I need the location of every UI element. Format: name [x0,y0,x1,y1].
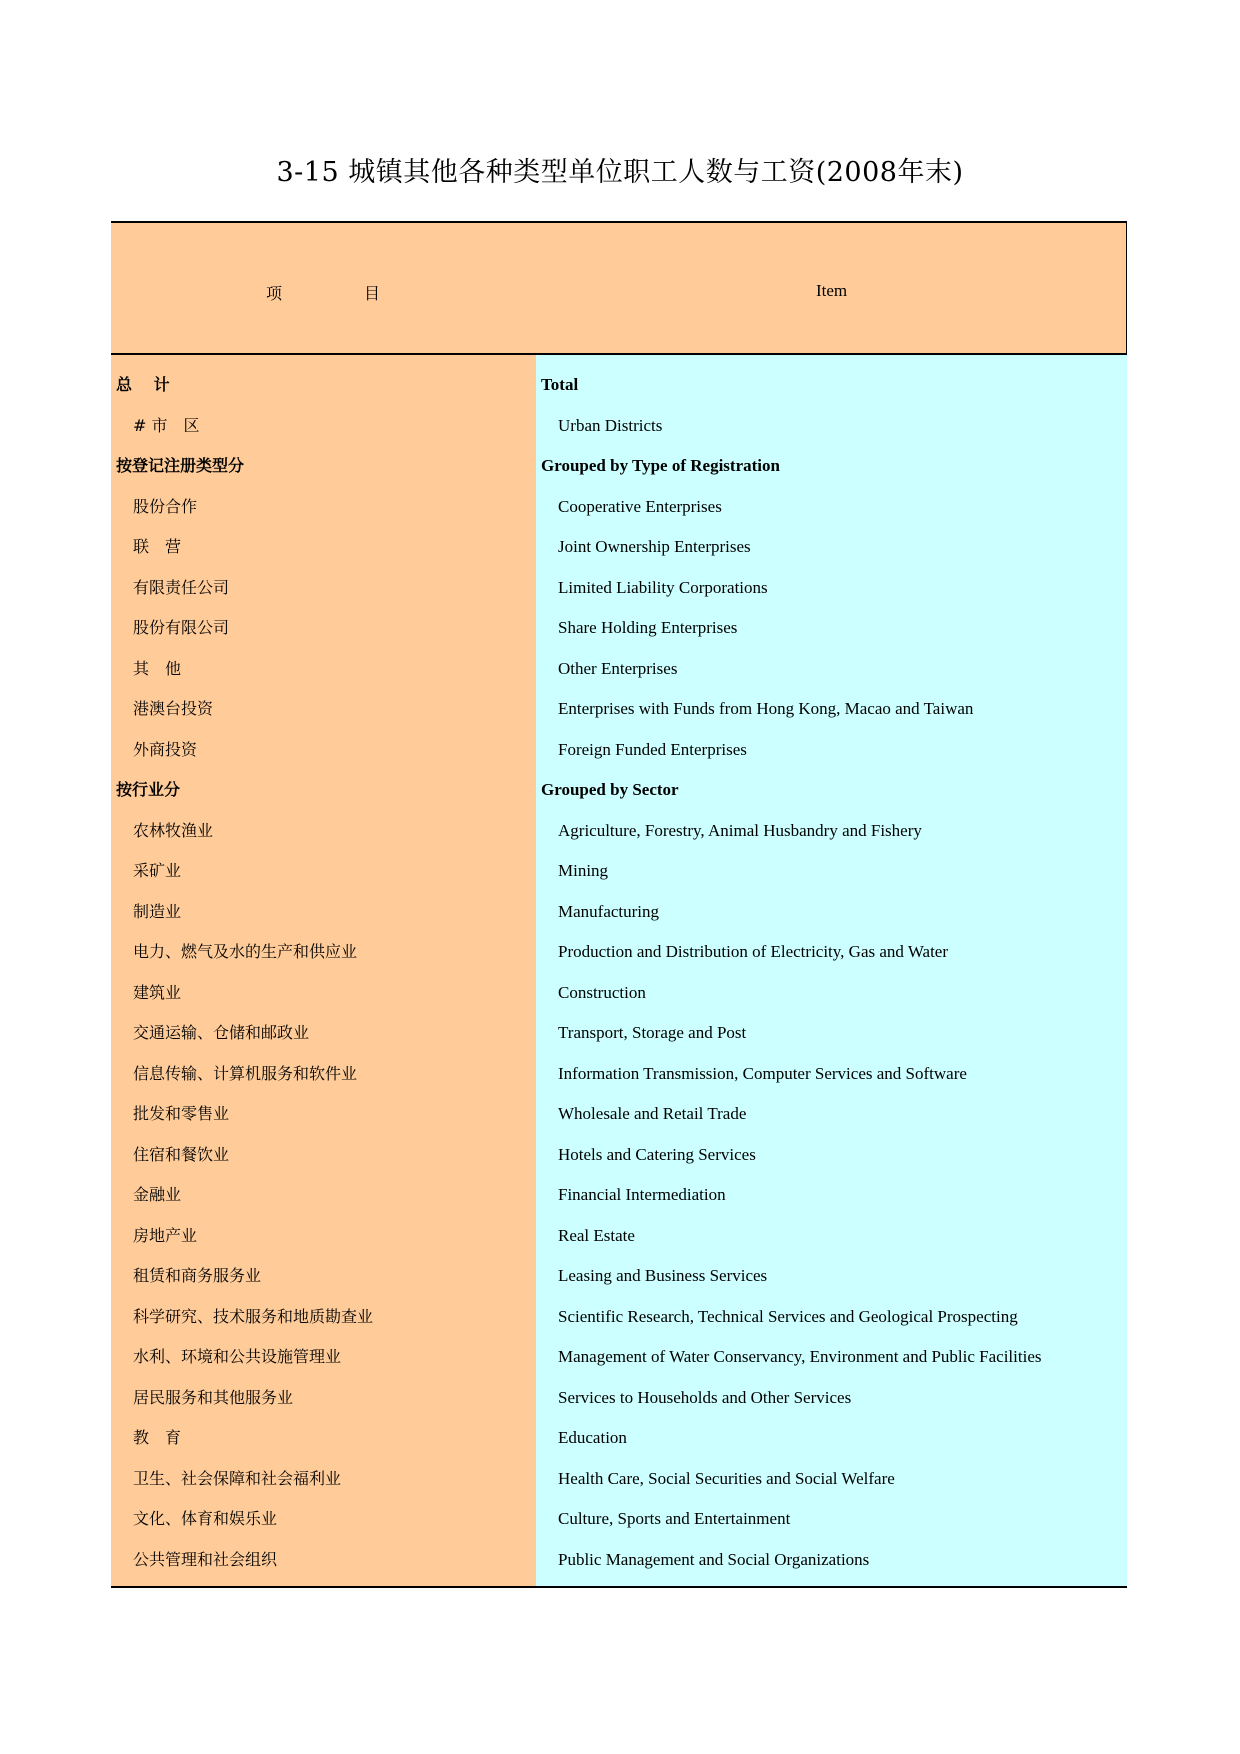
row-label-en: Cooperative Enterprises [558,496,722,516]
header-item-en: Item [816,281,848,300]
row-label-cn: 有限责任公司 [133,577,230,597]
row-label-cn: 卫生、社会保障和社会福利业 [133,1468,342,1488]
row-label-en: Scientific Research, Technical Services and Geological Prospecting [558,1306,1018,1326]
row-label-en: Production and Distribution of Electricity, Gas and Water [558,942,949,961]
row-label-en: Real Estate [558,1225,635,1245]
row-label-cn: 文化、体育和娱乐业 [133,1509,278,1528]
header-item-cn: 项目 [266,284,463,303]
row-label-cn: 制造业 [133,901,182,921]
row-label-cn: 信息传输、计算机服务和软件业 [133,1063,358,1083]
row-label-en: Manufacturing [558,901,660,921]
row-label-cn: 房地产业 [133,1225,198,1245]
row-label-en: Leasing and Business Services [558,1266,768,1285]
table-body [111,355,1127,1588]
row-label-cn: 住宿和餐饮业 [133,1144,230,1164]
row-label-cn: 交通运输、仓储和邮政业 [133,1023,310,1042]
row-label-en: Services to Households and Other Services [558,1387,852,1407]
row-label-en: Education [558,1428,627,1447]
row-label-en: Wholesale and Retail Trade [558,1104,747,1123]
row-label-cn: 港澳台投资 [133,699,214,718]
section-label-cn: 按登记注册类型分 [116,456,245,475]
row-label-en: Share Holding Enterprises [558,618,738,637]
row-label-cn: 批发和零售业 [133,1104,230,1123]
row-label-cn: 农林牧渔业 [133,820,214,840]
row-label-en: Hotels and Catering Services [558,1144,756,1164]
row-label-en: Public Management and Social Organizations [558,1549,870,1569]
row-label-en: Mining [558,861,609,880]
chinese-column [111,355,536,1586]
row-label-cn: 外商投资 [133,739,198,759]
row-label-en: Construction [558,982,646,1002]
section-label-en: Total [541,375,579,394]
row-label-en: Foreign Funded Enterprises [558,739,747,759]
row-label-en: Information Transmission, Computer Services and Software [558,1063,967,1083]
row-label-en: Enterprises with Funds from Hong Kong, Macao and Taiwan [558,699,974,718]
row-label-cn: 联 营 [133,537,182,556]
row-label-cn: 电力、燃气及水的生产和供应业 [133,942,358,961]
row-label-cn: 建筑业 [133,982,182,1002]
row-label-cn: 居民服务和其他服务业 [133,1387,294,1407]
row-label-cn: 采矿业 [133,861,182,880]
english-column [536,355,1127,1586]
row-label-cn: 股份有限公司 [133,618,230,637]
row-label-cn: 股份合作 [133,496,198,516]
table-header [111,221,1127,355]
row-label-en: Agriculture, Forestry, Animal Husbandry and Fishery [558,820,922,840]
row-label-en: Other Enterprises [558,658,678,678]
row-label-en: Transport, Storage and Post [558,1023,747,1042]
row-label-en: Health Care, Social Securities and Social Welfare [558,1468,895,1488]
row-label-cn: 金融业 [133,1185,182,1204]
row-label-en: Culture, Sports and Entertainment [558,1509,791,1528]
page-title: 3-15 城镇其他各种类型单位职工人数与工资(2008年末) [276,157,964,188]
row-label-en: Urban Districts [558,415,663,435]
row-label-en: Limited Liability Corporations [558,577,768,597]
row-label-cn: 水利、环境和公共设施管理业 [133,1347,342,1366]
data-table [111,221,1127,1588]
section-label-cn: 总 计 [116,375,170,394]
row-label-cn: 教 育 [133,1428,182,1447]
row-label-cn: 租赁和商务服务业 [133,1266,262,1285]
row-label-en: Joint Ownership Enterprises [558,537,751,556]
section-label-en: Grouped by Type of Registration [541,456,780,475]
row-label-cn: 公共管理和社会组织 [133,1549,278,1569]
row-label-cn: 科学研究、技术服务和地质勘查业 [133,1306,374,1326]
section-label-en: Grouped by Sector [541,780,679,799]
row-label-en: Management of Water Conservancy, Environment and Public Facilities [558,1347,1042,1366]
row-label-cn: # 市 区 [133,415,200,435]
row-label-en: Financial Intermediation [558,1185,726,1204]
row-label-cn: 其 他 [133,658,182,678]
section-label-cn: 按行业分 [116,780,181,799]
